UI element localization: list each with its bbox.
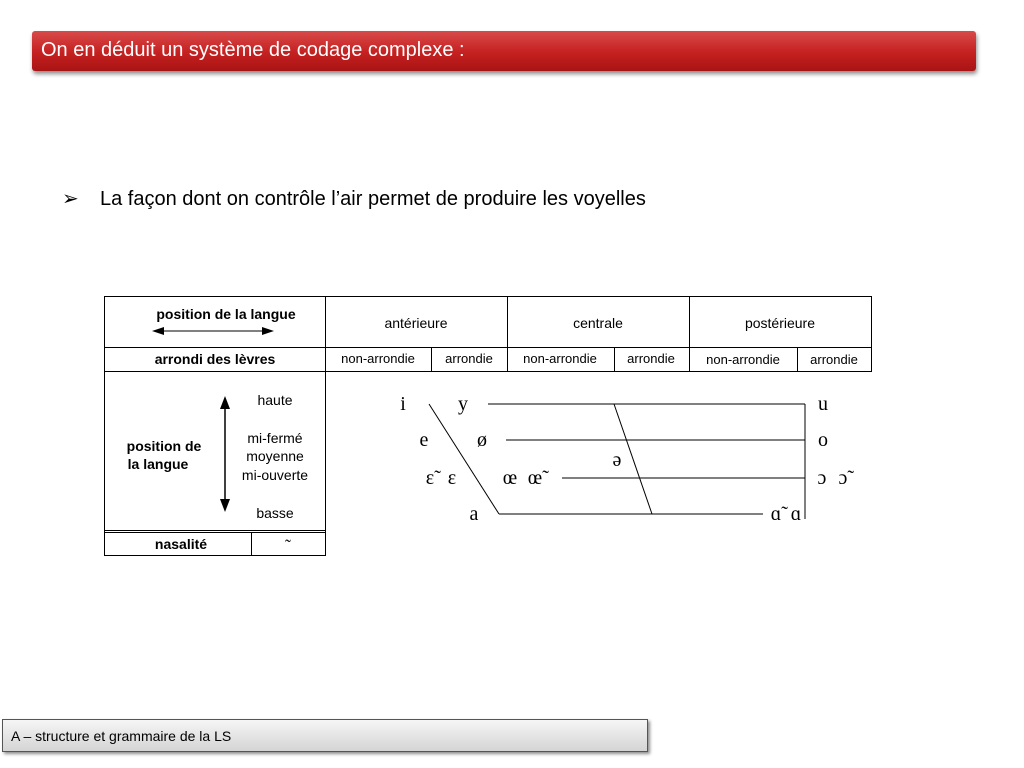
central-unrounded: non-arrondie <box>523 351 597 366</box>
high-label: haute <box>257 392 293 408</box>
vowel-back-a: ɑ <box>790 503 802 525</box>
footer-text: A – structure et grammaire de la LS <box>11 728 232 744</box>
nasality-label: nasalité <box>154 536 208 552</box>
front-unrounded: non-arrondie <box>341 351 415 366</box>
vowel-u: u <box>818 393 828 415</box>
front-rounded: arrondie <box>445 351 493 366</box>
mid-close-label: mi-fermé <box>247 430 303 446</box>
vowel-i: i <box>400 393 406 415</box>
height-label-line1: position de <box>126 438 202 454</box>
vowel-o-slash: ø <box>477 429 487 451</box>
vowel-o: o <box>818 429 828 451</box>
vowel-y: y <box>458 393 468 415</box>
vowel-open-e: ɛ <box>447 467 457 489</box>
back-header: postérieure <box>744 315 816 331</box>
vowel-oe-open-nasal: œ̃ <box>527 467 543 489</box>
vowel-back-a-nasal: ɑ̃ <box>770 503 782 525</box>
footer-bar <box>2 719 648 752</box>
vowel-open-e-nasal: ɛ̃ <box>425 467 435 489</box>
rounding-header: arrondi des lèvres <box>154 351 276 367</box>
central-header: centrale <box>573 315 623 331</box>
vowel-open-o: ɔ <box>817 467 827 489</box>
position-header: position de la langue <box>156 306 296 322</box>
low-label: basse <box>256 505 294 521</box>
central-rounded: arrondie <box>627 351 675 366</box>
back-unrounded: non-arrondie <box>706 352 780 367</box>
vowel-e: e <box>419 429 429 451</box>
mid-open-label: mi-ouverte <box>241 467 309 483</box>
vowel-schwa: ə <box>612 449 622 471</box>
back-rounded: arrondie <box>810 352 858 367</box>
mid-label: moyenne <box>246 448 304 464</box>
vowel-open-o-nasal: ɔ̃ <box>838 467 848 489</box>
vowel-a: a <box>469 503 479 525</box>
nasal-mark: ˜ <box>285 536 291 556</box>
slide-title: On en déduit un système de codage complexe : <box>41 39 465 61</box>
bullet-text: La façon dont on contrôle l’air permet de produire les voyelles <box>100 188 646 210</box>
height-label-line2: la langue <box>127 456 189 472</box>
vowel-oe-open: œ <box>502 467 518 489</box>
front-header: antérieure <box>384 315 448 331</box>
arrow-bullet-icon: ➢ <box>62 188 79 210</box>
